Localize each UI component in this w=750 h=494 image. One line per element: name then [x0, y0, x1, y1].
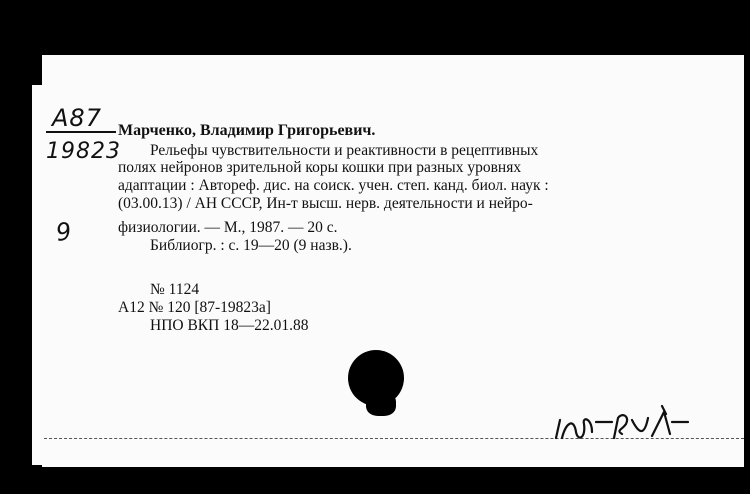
title-line-4: (03.00.13) / АН СССР, Ин-т высш. нерв. деятельности и нейро-: [118, 195, 533, 212]
title-line-2: полях нейронов зрительной коры кошки при разных уровнях: [118, 159, 522, 176]
handwritten-scribble: [552, 398, 692, 448]
title-line-5: физиологии. — М., 1987. — 20 с.: [118, 219, 338, 236]
margin-mark: 9: [54, 217, 74, 247]
bibliography-note: Библиогр. : с. 19—20 (9 назв.).: [150, 237, 352, 254]
inventory-number: А12 № 120 [87-19823а]: [118, 299, 271, 316]
call-number: А87: [52, 104, 102, 132]
author-heading: Марченко, Владимир Григорьевич.: [118, 122, 376, 139]
title-line-3: адаптации : Автореф. дис. на соиск. учен. степ. канд. биол. наук :: [118, 177, 549, 194]
call-number-underline: [46, 131, 116, 133]
punch-hole-notch: [366, 392, 396, 416]
registry-stamp: НПО ВКП 18—22.01.88: [150, 317, 309, 334]
title-line-1: Рельефы чувствительности и реактивности в рецептивных: [150, 142, 539, 159]
record-number: № 1124: [150, 281, 200, 298]
accession-number: 19823: [46, 139, 121, 164]
